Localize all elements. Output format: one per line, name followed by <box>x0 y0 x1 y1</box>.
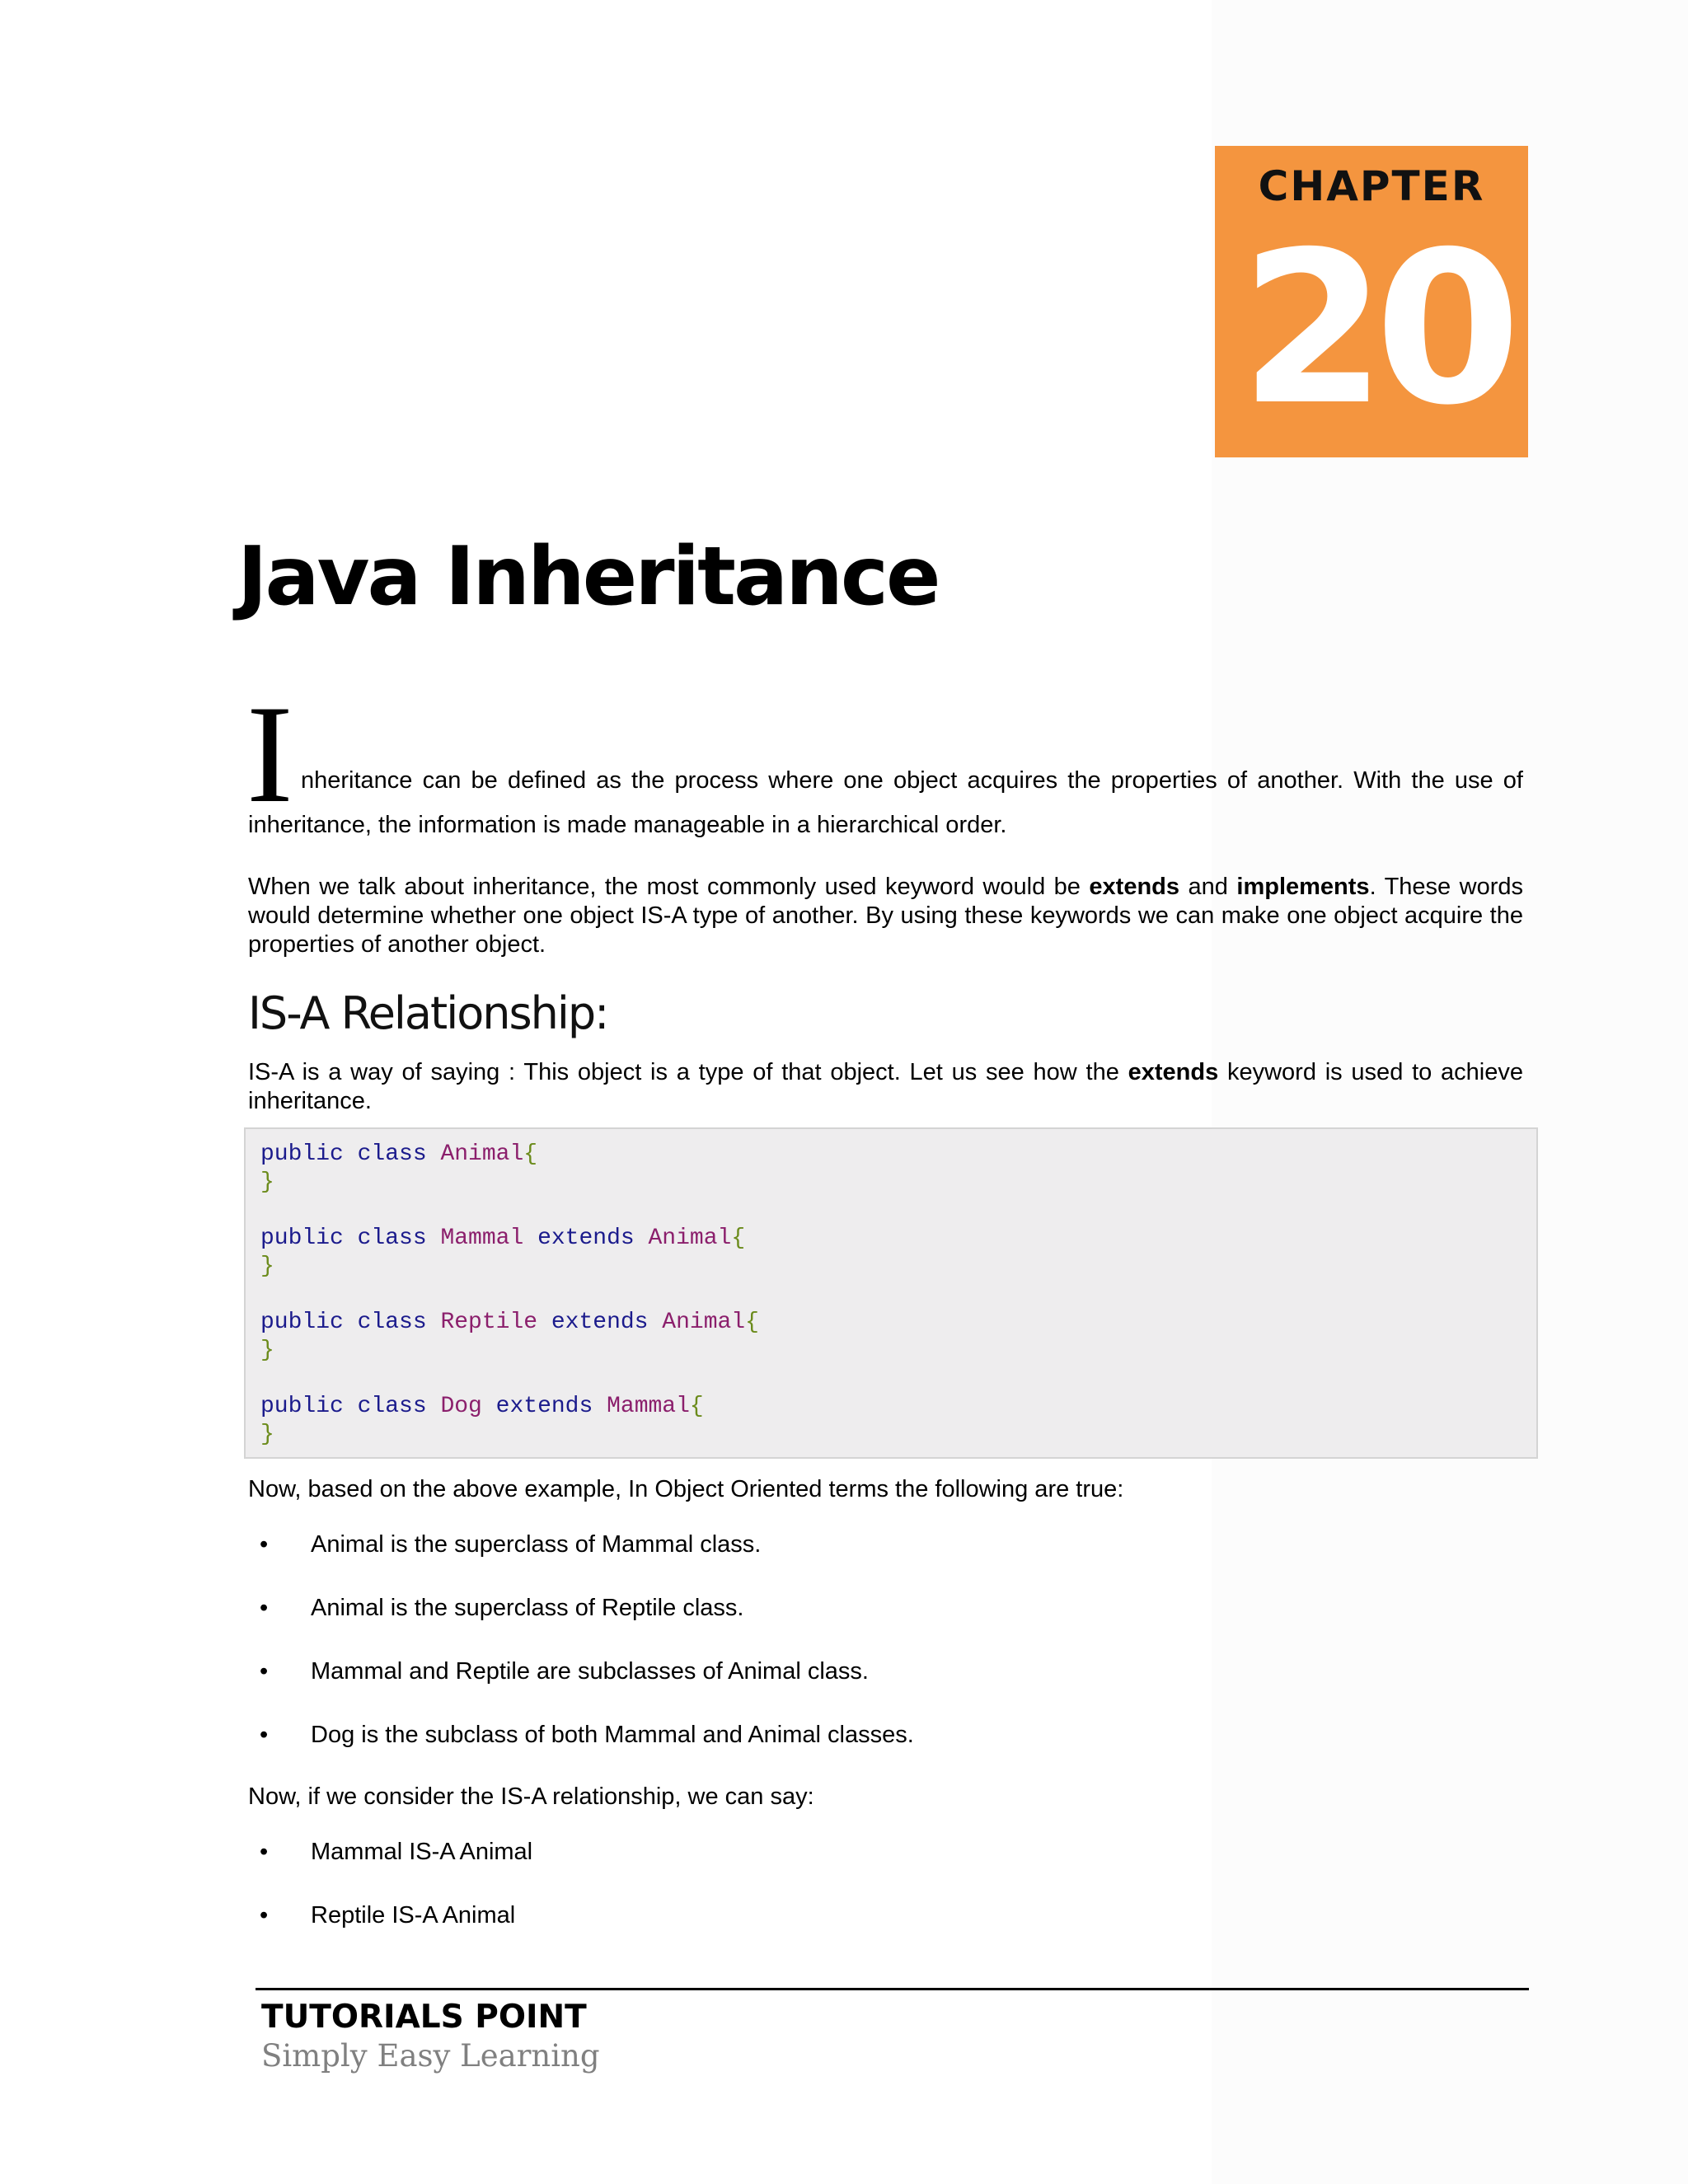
bullet-icon: • <box>260 1839 269 1865</box>
keywords-paragraph <box>248 873 1523 959</box>
chapter-label: CHAPTER <box>1258 162 1485 210</box>
code-keyword: public class <box>260 1141 441 1167</box>
code-blank-line <box>260 1281 1536 1309</box>
list-item-text: Mammal and Reptile are subclasses of Animal class. <box>311 1658 869 1685</box>
list-item <box>248 1838 1523 1867</box>
code-line <box>260 1337 1536 1365</box>
bullet-icon: • <box>260 1658 269 1685</box>
code-blank-line <box>260 1365 1536 1393</box>
list-item <box>248 1721 1523 1750</box>
page-title: Java Inheritance <box>237 530 939 624</box>
code-line <box>260 1253 1536 1281</box>
chapter-badge <box>1215 146 1528 457</box>
footer-brand: TUTORIALS POINT <box>261 1999 587 2036</box>
code-open-brace: { <box>745 1310 759 1335</box>
footer-tagline: Simply Easy Learning <box>261 2038 600 2074</box>
keywords-paragraph-rest: . These words would determine whether one object IS-A type of another. By using these keywords we can make one object acquire the properties of another object. <box>248 874 1524 958</box>
keyword-extends-inline: extends <box>1128 1059 1219 1085</box>
bullet-icon: • <box>260 1531 269 1558</box>
code-open-brace: { <box>523 1141 538 1167</box>
keywords-paragraph-joiner: and <box>1179 874 1237 900</box>
oo-terms-paragraph: Now, based on the above example, In Object Oriented terms the following are true: <box>248 1476 1124 1502</box>
code-keyword: public class <box>260 1310 441 1335</box>
list-item-text: Dog is the subclass of both Mammal and Animal classes. <box>311 1722 914 1748</box>
code-example <box>244 1127 1538 1459</box>
code-class-name: Animal <box>662 1310 746 1335</box>
code-close-brace: } <box>260 1338 274 1363</box>
code-line <box>260 1141 1536 1169</box>
list-item-text: Reptile IS-A Animal <box>311 1902 516 1929</box>
code-class-name: Mammal <box>440 1226 524 1251</box>
is-a-paragraph-rest: keyword is used to achieve inheritance. <box>248 1059 1523 1114</box>
list-item-text: Animal is the superclass of Mammal class. <box>311 1531 762 1558</box>
superclass-list <box>248 1530 1523 1750</box>
list-item-text: Mammal IS-A Animal <box>311 1839 533 1865</box>
chapter-number: 20 <box>1240 207 1510 452</box>
is-a-paragraph <box>248 1058 1523 1116</box>
list-item <box>248 1901 1523 1930</box>
code-keyword: extends <box>537 1310 663 1335</box>
code-class-name: Mammal <box>607 1394 690 1419</box>
list-item-text: Animal is the superclass of Reptile class. <box>311 1595 744 1621</box>
code-close-brace: } <box>260 1169 274 1195</box>
code-close-brace: } <box>260 1254 274 1279</box>
main-content <box>246 677 1524 1930</box>
code-line <box>260 1225 1536 1253</box>
code-class-name: Dog <box>440 1394 482 1419</box>
is-a-list <box>248 1838 1523 1930</box>
code-open-brace: { <box>731 1226 746 1251</box>
list-item <box>248 1594 1523 1623</box>
list-item <box>248 1657 1523 1686</box>
code-open-brace: { <box>689 1394 704 1419</box>
is-a-intro-paragraph: Now, if we consider the IS-A relationship, we can say: <box>248 1783 814 1810</box>
drop-cap: I <box>246 677 293 832</box>
code-line <box>260 1421 1536 1449</box>
code-keyword: extends <box>481 1394 607 1419</box>
is-a-paragraph-text: IS-A is a way of saying : This object is a type of that object. Let us see how the <box>248 1059 1128 1085</box>
keywords-paragraph-text: When we talk about inheritance, the most commonly used keyword would be <box>248 874 1090 900</box>
keyword-implements: implements <box>1236 874 1370 900</box>
code-class-name: Animal <box>648 1226 732 1251</box>
bullet-icon: • <box>260 1722 269 1748</box>
code-line <box>260 1309 1536 1337</box>
footer-divider <box>256 1988 1529 1990</box>
code-keyword: public class <box>260 1394 441 1419</box>
code-keyword: public class <box>260 1226 441 1251</box>
code-class-name: Reptile <box>440 1310 538 1335</box>
list-item <box>248 1530 1523 1559</box>
code-keyword: extends <box>523 1226 649 1251</box>
code-line <box>260 1169 1536 1197</box>
code-blank-line <box>260 1197 1536 1225</box>
keyword-extends: extends <box>1089 874 1180 900</box>
code-line <box>260 1393 1536 1421</box>
code-close-brace: } <box>260 1422 274 1447</box>
intro-paragraph-continuation: inheritance, the information is made manageable in a hierarchical order. <box>248 812 1007 838</box>
code-class-name: Animal <box>440 1141 524 1167</box>
bullet-icon: • <box>260 1595 269 1621</box>
bullet-icon: • <box>260 1902 269 1929</box>
section-heading: IS-A Relationship: <box>248 987 608 1039</box>
intro-text: nheritance can be defined as the process where one object acquires the properties of another. With the use of <box>301 767 1523 794</box>
